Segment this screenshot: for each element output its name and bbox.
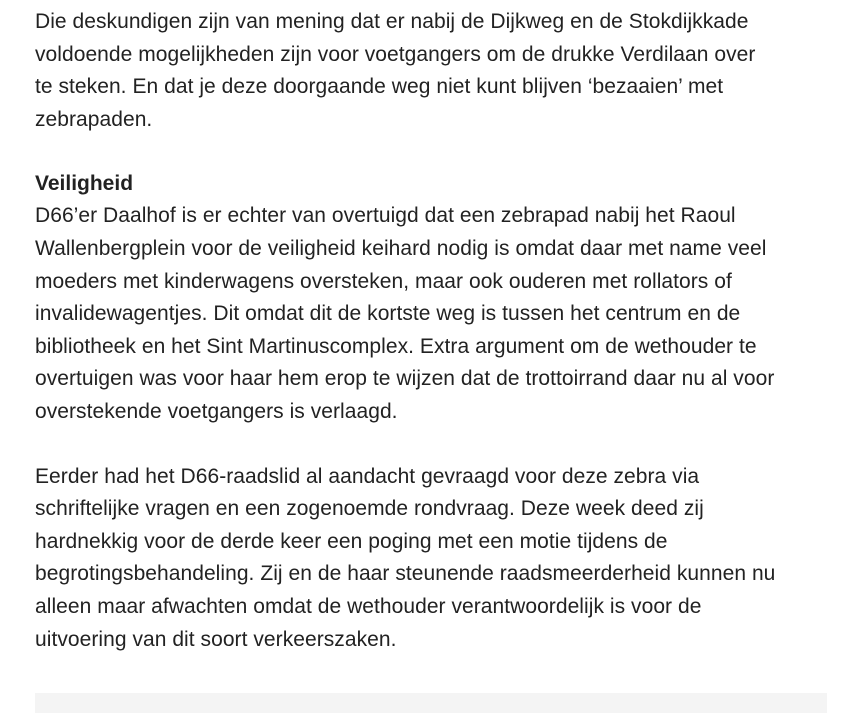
article-paragraph-1: Die deskundigen zijn van mening dat er nabij de Dijkweg en de Stokdijkkade voldoende mogelijkheden zijn voor voetgangers om de drukke Verdilaan over te steken. En dat je deze doorgaande weg niet kunt blijven ‘bezaaien’ met zebrapaden. bbox=[35, 10, 756, 131]
article-paragraph-2: D66’er Daalhof is er echter van overtuigd dat een zebrapad nabij het Raoul Wallenbergplein voor de veiligheid keihard nodig is omdat daar met name veel moeders met kinderwagens oversteken, maar ook ouderen met rollators of invalidewagentjes. Dit omdat dit de kortste weg is tussen het centrum en de bibliotheek en het Sint Martinuscomplex. Extra argument om de wethouder te overtuigen was voor haar hem erop te wijzen dat de trottoirrand daar nu al voor overstekende voetgangers is verlaagd. bbox=[35, 204, 775, 423]
article-paragraph-3: Eerder had het D66-raadslid al aandacht gevraagd voor deze zebra via schriftelijke vragen en een zogenoemde rondvraag. Deze week deed zij hardnekkig voor de derde keer een poging met een motie tijdens de begrotingsbehandeling. Zij en de haar steunende raadsmeerderheid kunnen nu alleen maar afwachten omdat de wethouder verantwoordelijk is voor de uitvoering van dit soort verkeerszaken. bbox=[35, 464, 776, 651]
section-heading: Veiligheid bbox=[35, 172, 134, 196]
paragraph-spacer bbox=[35, 429, 835, 461]
article-body bbox=[35, 6, 835, 656]
paragraph-spacer bbox=[35, 136, 835, 168]
bottom-content-box bbox=[35, 693, 827, 713]
